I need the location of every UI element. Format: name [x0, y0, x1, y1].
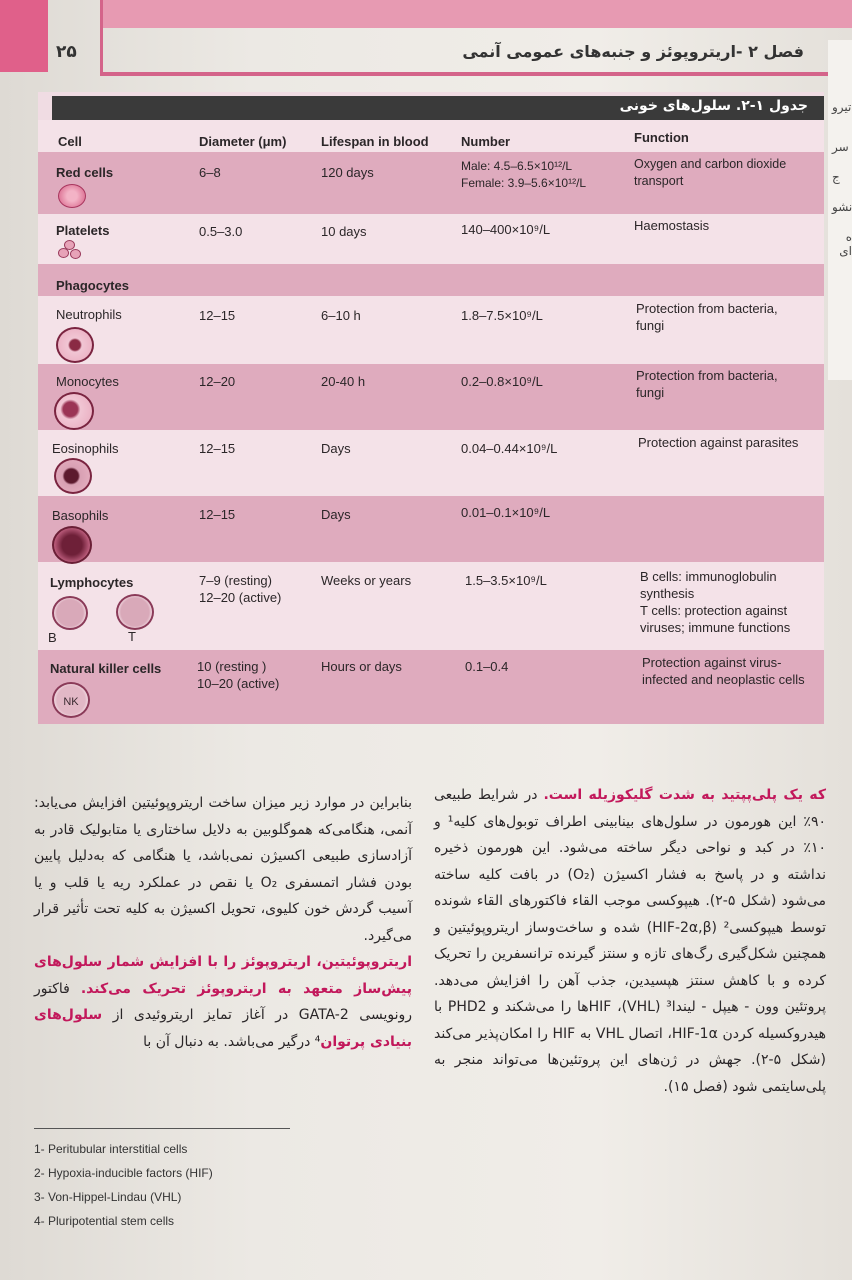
cell-lifespan: 10 days	[321, 224, 367, 239]
cell-function: B cells: immunoglobulin synthesis T cells: protection against viruses; immune functions	[640, 569, 791, 635]
cell-diameter: 12–15	[199, 308, 236, 323]
footnote: 4- Pluripotential stem cells	[34, 1214, 175, 1228]
basophil-icon	[52, 526, 92, 564]
table-group-row	[38, 264, 824, 296]
cell-function: Protection against parasites	[638, 435, 799, 450]
cell-lifespan: 6–10 h	[321, 308, 361, 323]
t-cell-label: T	[128, 629, 136, 644]
paragraph	[434, 782, 826, 1100]
col-header-diameter: Diameter (μm)	[199, 134, 287, 149]
cell-function: Oxygen and carbon dioxide transport	[634, 157, 787, 188]
header-color-block	[0, 0, 48, 72]
strip-text: ج	[832, 170, 840, 184]
table-title: جدول ۱-۲. سلول‌های خونی	[619, 98, 808, 114]
highlighted-text: که یک پلی‌پپتید به شدت گلیکوزیله است.	[543, 787, 826, 803]
cell-name: Eosinophils	[52, 441, 119, 456]
cell-lifespan: Days	[321, 441, 351, 456]
cell-lifespan: Days	[321, 507, 351, 522]
cell-diameter: 10 (resting ) 10–20 (active)	[197, 659, 280, 691]
cell-lifespan: 20-40 h	[321, 374, 366, 389]
eosinophil-icon	[54, 458, 92, 494]
b-cell-label: B	[48, 630, 57, 645]
page-number: ۲۵	[56, 42, 77, 62]
footnote: 1- Peritubular interstitial cells	[34, 1142, 188, 1156]
cell-function: Haemostasis	[634, 218, 710, 233]
table-header-row	[38, 120, 824, 152]
nk-cell-icon	[52, 682, 90, 718]
cell-number: 0.04–0.44×10⁹/L	[461, 441, 558, 456]
red-cell-icon	[58, 184, 86, 208]
cell-number: Male: 4.5–6.5×10¹²/L Female: 3.9–5.6×10¹²/L	[461, 159, 587, 190]
chapter-title: فصل ۲ -اریتروپوئز و جنبه‌های عمومی آنمی	[462, 42, 804, 61]
header-rule	[100, 72, 852, 76]
cell-diameter: 6–8	[199, 165, 221, 180]
nk-label: NK	[63, 696, 79, 708]
cell-name: Natural killer cells	[50, 661, 162, 676]
cell-diameter: 0.5–3.0	[199, 224, 243, 239]
b-lymphocyte-icon	[52, 596, 88, 630]
body-text: فاکتور رونویسی GATA-2 در آغاز تمایز اریتروئیدی از	[34, 980, 412, 1023]
blood-cells-table	[38, 92, 824, 724]
strip-text: نشو	[832, 200, 852, 214]
cell-name: Platelets	[56, 223, 110, 238]
col-header-lifespan: Lifespan in blood	[321, 134, 429, 149]
col-header-cell: Cell	[58, 134, 82, 149]
cell-diameter: 12–15	[199, 441, 236, 456]
footnote: 3- Von-Hippel-Lindau (VHL)	[34, 1190, 182, 1204]
header-top-bar	[100, 0, 852, 28]
monocyte-icon	[54, 392, 94, 430]
right-text-column	[434, 782, 826, 1100]
cell-name: Neutrophils	[56, 307, 122, 322]
paragraph	[34, 949, 412, 1055]
col-header-number: Number	[461, 134, 511, 149]
footnote-rule	[34, 1128, 290, 1129]
cell-number: 0.1–0.4	[465, 659, 509, 674]
body-text: در شرایط طبیعی ۹۰٪ این هورمون در سلول‌های بینابینی اطراف توبول‌های کلیه¹ و ۱۰٪ در کبد و نواحی دیگر ساخته می‌شود. این هورمون ذخیره نداشته و در پاسخ به فشار اکسیژن (O₂) در بافت کلیه ساخته می‌شود (شکل ۵-۲). هیپوکسی موجب القاء فاکتورهای القاء شونده توسط هیپوکسی² (HIF-2α,β) شده و ساخت‌وساز اریتروپوئیتین و همچنین شکل‌گیری رگ‌های تازه و سنتز گیرنده ترانسفرین را تحریک کرده و با کاهش سنتز هپسیدین، جذب آهن را افزایش می‌دهد. پروتئین وون - هیپل - لیندا³ (VHL)، HIFها را می‌شکند و PHD2 با هیدروکسیله کردن HIF-1α، اتصال VHL به HIF را امکان‌پذیر می‌کند (شکل ۵-۲). جهش در ژن‌های این پروتئین‌ها می‌تواند منجر به پلی‌سایتمی شود (فصل ۱۵).	[434, 787, 827, 1095]
neutrophil-icon	[56, 327, 94, 363]
cell-function: Protection from bacteria, fungi	[636, 301, 778, 333]
cell-lifespan: Hours or days	[321, 659, 402, 674]
cell-name: Lymphocytes	[50, 575, 134, 590]
cell-diameter: 12–15	[199, 507, 236, 522]
cell-name: Red cells	[56, 165, 114, 180]
body-text: ⁴ درگیر می‌باشد. به دنبال آن با	[143, 1033, 321, 1050]
cell-number: 1.5–3.5×10⁹/L	[465, 573, 547, 588]
header-divider	[100, 0, 103, 76]
table-row	[38, 496, 824, 562]
cell-name: Monocytes	[56, 374, 119, 389]
strip-text: سر	[832, 140, 849, 154]
highlighted-text: سلول‌های بنیادی پرتوان	[34, 1007, 412, 1050]
footnote: 2- Hypoxia-inducible factors (HIF)	[34, 1166, 213, 1180]
paragraph: بنابراین در موارد زیر میزان ساخت اریتروپوئیتین افزایش می‌یابد: آنمی، هنگامی‌که هموگلوبین به دلایل ساختاری یا متابولیک قادر به آزادسازی طبیعی اکسیژن نمی‌باشد، یا هنگامی که به‌دلیل پایین بودن فشار اتمسفری O₂ یا نقص در عملکرد ریه یا قلب و یا آسیب گردش خون کلیوی، تحویل اکسیژن به کلیه تحت تأثیر قرار می‌گیرد.	[34, 795, 412, 944]
col-header-function: Function	[634, 130, 689, 145]
highlighted-text: اریتروپوئیتین، اریتروپوئز را با افزایش شمار سلول‌های پیش‌ساز متعهد به اریتروپوئز تحریک می‌کند.	[34, 954, 413, 997]
cell-number: 0.01–0.1×10⁹/L	[461, 505, 551, 520]
cell-lifespan: Weeks or years	[321, 573, 412, 588]
cell-number: 140–400×10⁹/L	[461, 222, 551, 237]
platelet-icon	[70, 249, 81, 259]
t-lymphocyte-icon	[116, 594, 154, 630]
cell-diameter: 12–20	[199, 374, 236, 389]
group-label: Phagocytes	[56, 278, 129, 293]
strip-text: تیرو	[832, 100, 852, 114]
table-title-bar	[52, 96, 824, 120]
cell-name: Basophils	[52, 508, 109, 523]
strip-text: ه ای	[839, 230, 852, 258]
cell-function: Protection from bacteria, fungi	[636, 368, 778, 400]
cell-number: 0.2–0.8×10⁹/L	[461, 374, 543, 389]
cell-lifespan: 120 days	[321, 165, 374, 180]
cell-diameter: 7–9 (resting) 12–20 (active)	[199, 573, 282, 605]
left-text-column	[34, 790, 412, 1055]
cell-number: 1.8–7.5×10⁹/L	[461, 308, 543, 323]
platelet-icon	[58, 248, 69, 258]
cell-function: Protection against virus- infected and neoplastic cells	[642, 655, 805, 687]
